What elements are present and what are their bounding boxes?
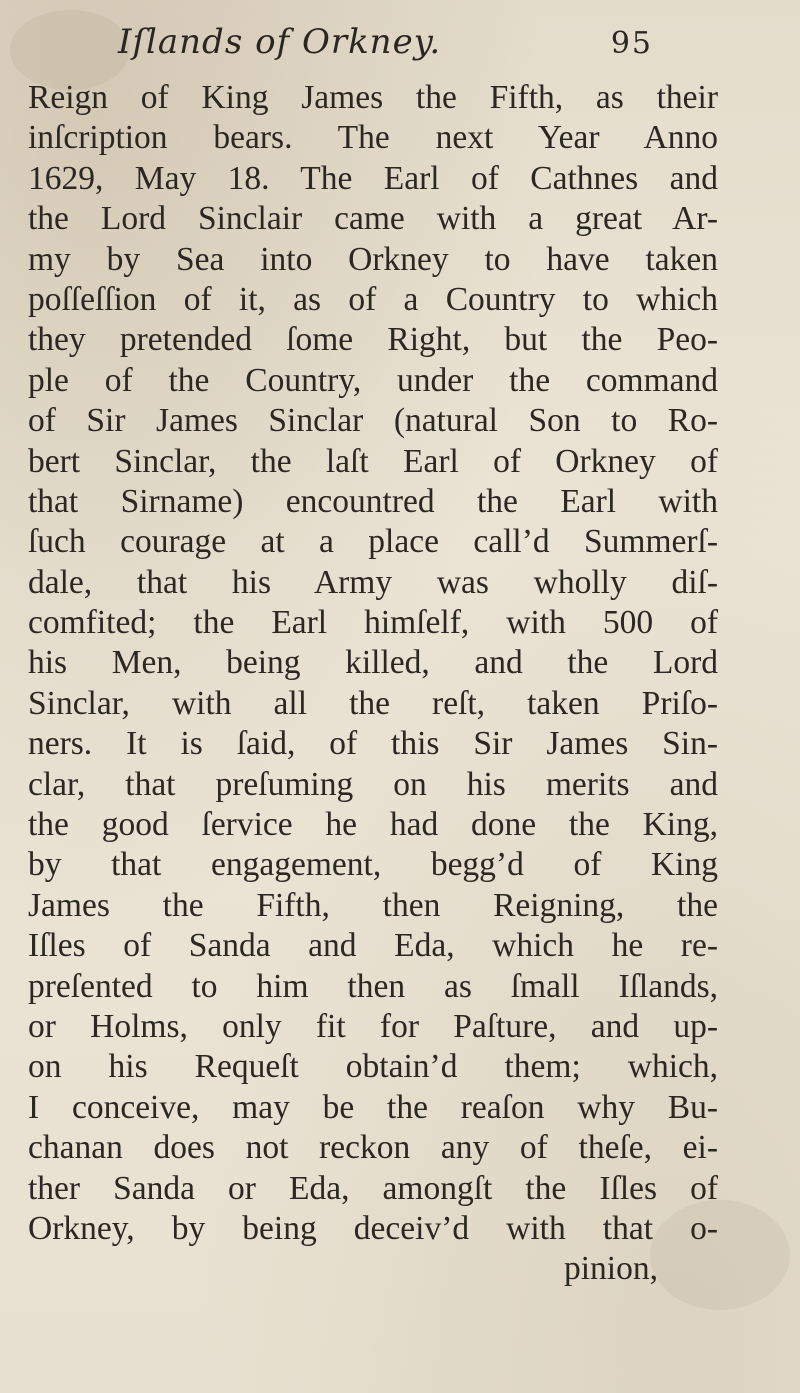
page-number: 95 (610, 26, 653, 61)
text-line: Reign of King James the Fifth, as their (28, 79, 718, 116)
text-line: James the Fifth, then Reigning, the (28, 886, 718, 924)
text-line: preſented to him then as ſmall Iſlands, (28, 967, 718, 1005)
text-line: I conceive, may be the reaſon why Bu- (28, 1088, 718, 1126)
body-text (28, 78, 718, 1290)
text-line: comfited; the Earl himſelf, with 500 of (28, 604, 718, 642)
text-line: of Sir James Sinclar (natural Son to Ro- (28, 402, 718, 440)
catchword-line: pinion, (564, 1250, 658, 1288)
text-line: ther Sanda or Eda, amongſt the Iſles of (28, 1169, 718, 1207)
text-line: 1629, May 18. The Earl of Cathnes and (28, 159, 718, 197)
text-line: his Men, being killed, and the Lord (28, 644, 718, 682)
running-title: Iſlands of Orkney. (118, 22, 442, 62)
text-line: chanan does not reckon any of theſe, ei- (28, 1129, 718, 1167)
text-line: dale, that his Army was wholly diſ- (28, 563, 718, 601)
text-line: or Holms, only fit for Paſture, and up- (28, 1007, 718, 1045)
text-line: Sinclar, with all the reſt, taken Priſo- (28, 684, 718, 722)
text-line: by that engagement, begg’d of King (28, 846, 718, 884)
running-head (118, 22, 678, 82)
text-line: the Lord Sinclair came with a great Ar- (28, 200, 718, 238)
text-line: that Sirname) encountred the Earl with (28, 482, 718, 520)
text-line: clar, that preſuming on his merits and (28, 765, 718, 803)
text-line: Orkney, by being deceiv’d with that o- (28, 1209, 718, 1247)
text-line: inſcription bears. The next Year Anno (28, 119, 718, 157)
text-line: ple of the Country, under the command (28, 361, 718, 399)
text-line: bert Sinclar, the laſt Earl of Orkney of (28, 442, 718, 480)
text-line: Iſles of Sanda and Eda, which he re- (28, 927, 718, 965)
text-line: on his Requeſt obtain’d them; which, (28, 1048, 718, 1086)
text-line: ners. It is ſaid, of this Sir James Sin- (28, 725, 718, 763)
text-line: ſuch courage at a place call’d Summerſ- (28, 523, 718, 561)
text-line: they pretended ſome Right, but the Peo- (28, 321, 718, 359)
text-line: the good ſervice he had done the King, (28, 806, 718, 844)
text-line: poſſeſſion of it, as of a Country to which (28, 280, 718, 318)
text-line: my by Sea into Orkney to have taken (28, 240, 718, 278)
